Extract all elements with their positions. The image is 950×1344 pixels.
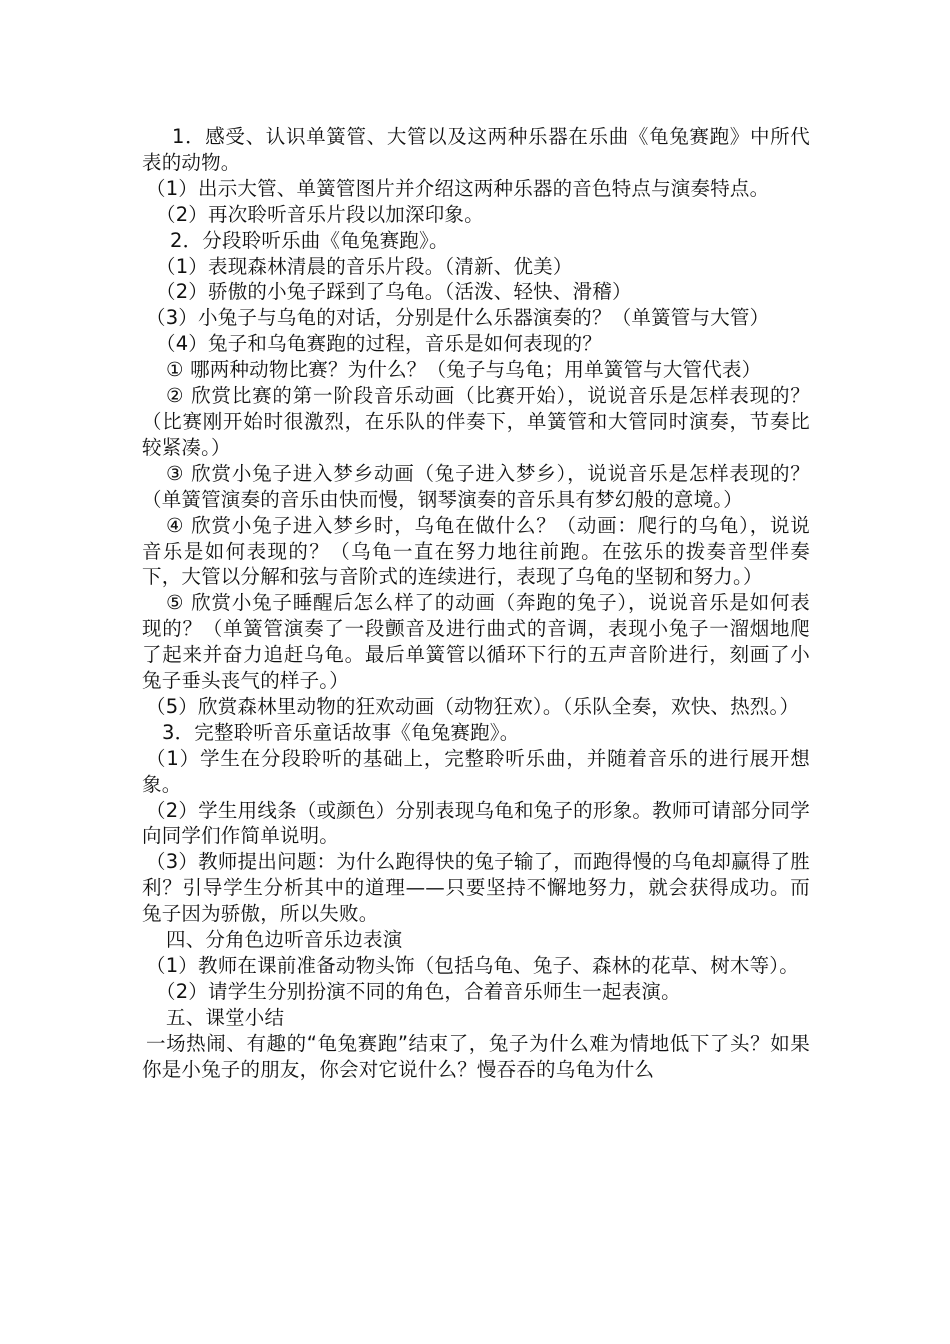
paragraph: （1）出示大管、单簧管图片并介绍这两种乐器的音色特点与演奏特点。 — [146, 176, 770, 200]
paragraph: 五、课堂小结 — [166, 1005, 285, 1029]
paragraph: （3）教师提出问题：为什么跑得快的兔子输了，而跑得慢的乌龟却赢得了胜利？引导学生分析其中的道理——只要坚持不懈地努力，就会获得成功。而兔子因为骄傲，所以失败。 — [142, 850, 810, 926]
paragraph: （4）兔子和乌龟赛跑的过程，音乐是如何表现的？ — [156, 332, 603, 356]
paragraph: 四、分角色边听音乐边表演 — [166, 928, 403, 952]
paragraph: （2）学生用线条（或颜色）分别表现乌龟和兔子的形象。教师可请部分同学向同学们作简单说明。 — [142, 798, 810, 848]
paragraph: （3）小兔子与乌龟的对话，分别是什么乐器演奏的？（单簧管与大管） — [146, 306, 770, 330]
paragraph: （5）欣赏森林里动物的狂欢动画（动物狂欢）。（乐队全奏，欢快、热烈。） — [146, 694, 800, 718]
paragraph: 一场热闹、有趣的“龟兔赛跑”结束了，兔子为什么难为情地低下了头？如果你是小兔子的朋友，你会对它说什么？慢吞吞的乌龟为什么 — [142, 1031, 810, 1081]
paragraph: （1）表现森林清晨的音乐片段。（清新、优美） — [156, 254, 573, 278]
paragraph: （2）骄傲的小兔子踩到了乌龟。（活泼、轻快、滑稽） — [156, 280, 632, 304]
paragraph: ② 欣赏比赛的第一阶段音乐动画（比赛开始），说说音乐是怎样表现的？（比赛刚开始时很激烈，在乐队的伴奏下，单簧管和大管同时演奏，节奏比较紧凑。） — [142, 384, 810, 459]
paragraph: （1）学生在分段聆听的基础上，完整聆听乐曲，并随着音乐的进行展开想象。 — [142, 746, 810, 796]
paragraph: 2．分段聆听乐曲《龟兔赛跑》。 — [170, 228, 449, 252]
paragraph: 3．完整聆听音乐童话故事《龟兔赛跑》。 — [162, 720, 520, 744]
paragraph: ③ 欣赏小兔子进入梦乡动画（兔子进入梦乡），说说音乐是怎样表现的？（单簧管演奏的音乐由快而慢，钢琴演奏的音乐具有梦幻般的意境。） — [142, 461, 810, 511]
paragraph: （1）教师在课前准备动物头饰（包括乌龟、兔子、森林的花草、树木等）。 — [146, 954, 799, 977]
paragraph: （2）再次聆听音乐片段以加深印象。 — [156, 202, 484, 226]
paragraph: ① 哪两种动物比赛？为什么？（兔子与乌龟；用单簧管与大管代表） — [166, 358, 762, 382]
paragraph: ④ 欣赏小兔子进入梦乡时，乌龟在做什么？（动画：爬行的乌龟），说说音乐是如何表现的？（乌龟一直在努力地往前跑。在弦乐的拨奏音型伴奏下，大管以分解和弦与音阶式的连续进行，表现了乌龟的坚韧和努力。） — [142, 513, 810, 589]
paragraph: ⑤ 欣赏小兔子睡醒后怎么样了的动画（奔跑的兔子），说说音乐是如何表现的？（单簧管演奏了一段颤音及进行曲式的音调，表现小兔子一溜烟地爬了起来并奋力追赶乌龟。最后单簧管以循环下行的五声音阶进行，刻画了小兔子垂头丧气的样子。） — [142, 591, 810, 693]
paragraph: 1．感受、认识单簧管、大管以及这两种乐器在乐曲《龟兔赛跑》中所代表的动物。 — [142, 125, 810, 174]
document-body — [142, 124, 810, 1083]
paragraph: （2）请学生分别扮演不同的角色，合着音乐师生一起表演。 — [156, 979, 681, 1003]
